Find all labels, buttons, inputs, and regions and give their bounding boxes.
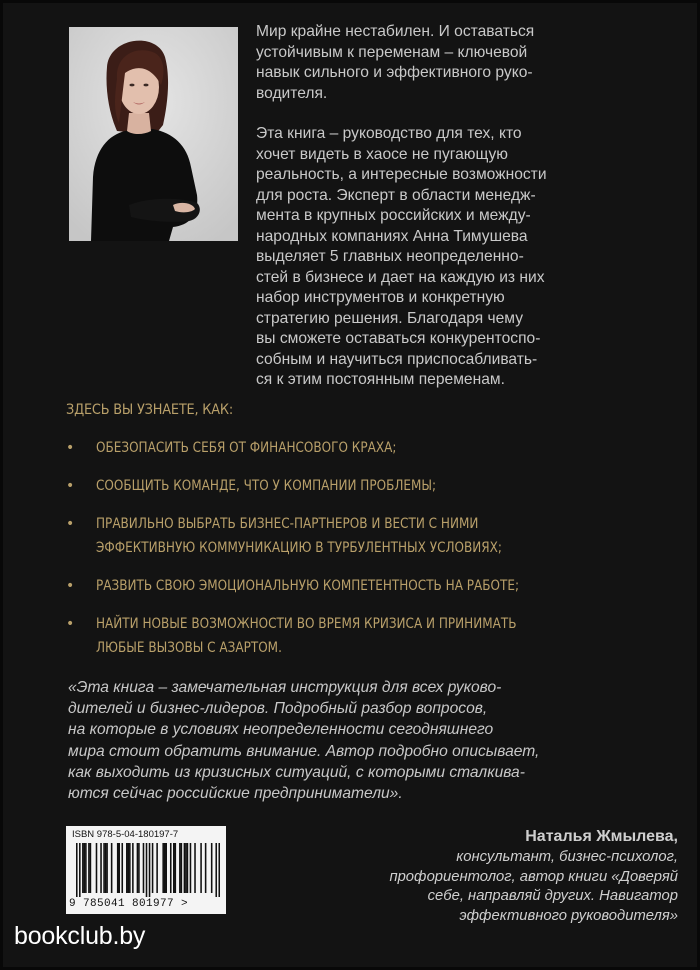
barcode-bar: [170, 843, 172, 893]
list-item-text: СООБЩИТЬ КОМАНДЕ, ЧТО У КОМПАНИИ ПРОБЛЕМЫ;: [96, 478, 437, 494]
intro-line: навык сильного и эффективного руко-: [256, 64, 533, 81]
barcode-bar: [175, 843, 177, 893]
barcode-bar: [82, 843, 84, 893]
barcode-bar: [121, 843, 123, 893]
list-item-text: ПРАВИЛЬНО ВЫБРАТЬ БИЗНЕС-ПАРТНЕРОВ И ВЕСТИ С НИМИ: [96, 516, 479, 532]
bullet-icon: •: [66, 616, 75, 632]
quote-line: ются сейчас российские предприниматели».: [68, 785, 403, 803]
barcode-bar: [164, 843, 166, 893]
barcode-bar: [106, 843, 108, 893]
reviewer-line: консультант, бизнес-психолог,: [456, 849, 678, 865]
list-item: [66, 512, 666, 560]
barcode-bar: [156, 843, 158, 893]
barcode-bar: [138, 843, 140, 893]
list-item-text: РАЗВИТЬ СВОЮ ЭМОЦИОНАЛЬНУЮ КОМПЕТЕНТНОСТЬ НА РАБОТЕ;: [96, 578, 520, 594]
intro-line: Эта книга – руководство для тех, кто: [256, 125, 522, 142]
list-item-text: ЛЮБЫЕ ВЫЗОВЫ С АЗАРТОМ.: [96, 640, 282, 656]
intro-paragraph-2: [256, 124, 674, 391]
barcode-bar: [128, 843, 130, 893]
intro-line: устойчивым к переменам – ключевой: [256, 43, 528, 61]
list-item: [66, 474, 666, 498]
barcode-bar: [88, 843, 90, 893]
reviewer: [278, 826, 678, 926]
barcode-bar: [187, 843, 189, 893]
intro-line: набор инструментов и конкретную: [256, 289, 505, 306]
barcode-bar: [126, 843, 128, 893]
barcode-bar: [84, 843, 86, 893]
intro-line: народных компаниях Анна Тимушева: [256, 227, 528, 245]
intro-line: реальность, а интересные возможности: [256, 166, 547, 183]
review-quote: [68, 677, 678, 804]
barcode-bar: [117, 843, 119, 893]
watermark: bookclub.by: [14, 922, 146, 950]
list-item: [66, 436, 666, 460]
barcode-bar: [211, 843, 213, 893]
author-photo: [69, 27, 238, 241]
barcode-bar: [137, 843, 139, 893]
intro-line: Мир крайне нестабилен. И оставаться: [256, 23, 535, 40]
quote-line: «Эта книга – замечательная инструкция для всех руково-: [68, 679, 502, 696]
list-item: [66, 574, 666, 598]
intro-line: стратегию решения. Благодаря чему: [256, 309, 524, 327]
barcode-bar: [105, 843, 107, 893]
intro-line: мента в крупных российских и между-: [256, 207, 531, 224]
intro-line: собным и научиться приспосабливать-: [256, 350, 538, 368]
barcode-bar: [152, 843, 154, 893]
barcode-bar: [218, 843, 220, 897]
intro-line: водителя.: [256, 84, 328, 102]
reviewer-description: [278, 848, 678, 926]
isbn-number: ISBN 978-5-04-180197-7: [72, 829, 179, 840]
intro-line: хочет видеть в хаосе не пугающую: [256, 145, 509, 163]
barcode-bar: [184, 843, 186, 893]
reviewer-line: профориентолог, автор книги «Доверяй: [389, 868, 678, 885]
bullet-icon: •: [66, 440, 75, 456]
barcode-bar: [85, 843, 87, 893]
barcode-bar: [103, 843, 105, 893]
barcode-bar: [165, 843, 167, 893]
list-item: [66, 612, 666, 660]
list-item-text: ЭФФЕКТИВНУЮ КОММУНИКАЦИЮ В ТУРБУЛЕНТНЫХ УСЛОВИЯХ;: [96, 540, 502, 556]
learn-list: [66, 436, 666, 660]
learn-heading: ЗДЕСЬ ВЫ УЗНАЕТЕ, КАК:: [66, 402, 234, 418]
barcode-bar: [76, 843, 78, 897]
reviewer-line: эффективного руководителя»: [459, 907, 678, 924]
intro-line: выделяет 5 главных неопределенно-: [256, 248, 524, 265]
barcode-bar: [162, 843, 164, 893]
quote-line: дителей и бизнес-лидеров. Подробный разбор вопросов,: [68, 700, 488, 718]
intro-line: стей в бизнесе и дает на каждую из них: [256, 268, 545, 286]
bullet-icon: •: [66, 478, 75, 494]
barcode-bar: [181, 843, 183, 893]
barcode-bar: [205, 843, 207, 893]
bullet-icon: •: [66, 516, 75, 532]
list-item-text: НАЙТИ НОВЫЕ ВОЗМОЖНОСТИ ВО ВРЕМЯ КРИЗИСА И ПРИНИМАТЬ: [96, 616, 517, 632]
barcode-bar: [200, 843, 202, 893]
barcode-bar: [132, 843, 134, 893]
quote-line: на которые в условиях неопределенности сегодняшнего: [68, 721, 494, 739]
barcode-bar: [100, 843, 102, 893]
barcode-bar: [146, 843, 148, 897]
quote-line: мира стоит обратить внимание. Автор подробно описывает,: [68, 742, 540, 760]
barcode-bar: [79, 843, 81, 897]
barcode-bar: [185, 843, 187, 893]
intro-line: для роста. Эксперт в области менедж-: [256, 186, 536, 204]
barcode-bar: [215, 843, 217, 897]
barcode-bar: [194, 843, 196, 893]
quote-line: как выходить из кризисных ситуаций, с которыми сталкива-: [68, 763, 525, 781]
barcode-bar: [129, 843, 131, 893]
bullet-icon: •: [66, 578, 75, 594]
barcode-bar: [118, 843, 120, 893]
intro-line: ся к этим постоянным переменам.: [256, 371, 505, 388]
barcode-bar: [190, 843, 192, 893]
barcode-bar: [90, 843, 92, 893]
barcode-bar: [173, 843, 175, 893]
barcode-bar: [149, 843, 151, 897]
barcode-bar: [111, 843, 113, 893]
isbn-barcode: [66, 826, 226, 914]
barcode-bars: [76, 843, 220, 897]
reviewer-line: себе, направляй других. Навигатор: [427, 888, 678, 904]
ean-digits: 9 785041 801977 >: [69, 898, 189, 910]
barcode-bar: [143, 843, 145, 893]
intro-text: [256, 22, 674, 411]
list-item-text: ОБЕЗОПАСИТЬ СЕБЯ ОТ ФИНАНСОВОГО КРАХА;: [96, 440, 397, 456]
barcode-bar: [96, 843, 98, 893]
reviewer-name: Наталья Жмылева,: [525, 828, 678, 845]
learn-section: [66, 402, 666, 674]
intro-paragraph-1: [256, 22, 674, 104]
barcode-bar: [179, 843, 181, 893]
intro-line: вы сможете оставаться конкурентоспо-: [256, 330, 541, 347]
